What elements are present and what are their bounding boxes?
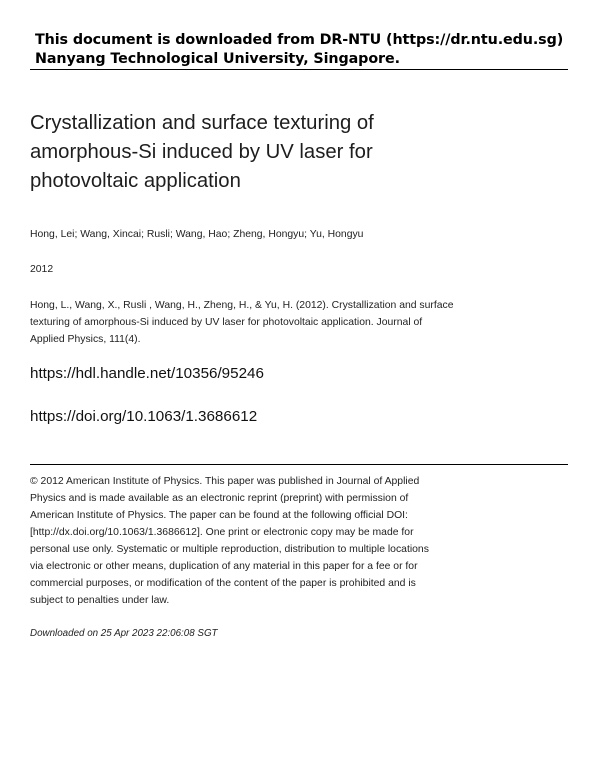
download-timestamp: Downloaded on 25 Apr 2023 22:06:08 SGT (30, 628, 218, 639)
rights-divider (30, 464, 568, 465)
banner-line-source: This document is downloaded from DR-NTU (https://dr.ntu.edu.sg) (35, 32, 564, 48)
title-line: Crystallization and surface texturing of (30, 112, 374, 134)
banner-divider (30, 69, 568, 70)
copyright-line: personal use only. Systematic or multiple reproduction, distribution to multiple locations (30, 544, 429, 555)
citation-line: texturing of amorphous-Si induced by UV laser for photovoltaic application. Journal of (30, 317, 423, 328)
publication-year: 2012 (30, 264, 54, 275)
author-list: Hong, Lei; Wang, Xincai; Rusli; Wang, Hao; Zheng, Hongyu; Yu, Hongyu (30, 229, 364, 240)
citation-line: Hong, L., Wang, X., Rusli , Wang, H., Zheng, H., & Yu, H. (2012). Crystallization and surface (30, 300, 454, 311)
copyright-line: American Institute of Physics. The paper can be found at the following official DOI: (30, 510, 408, 521)
copyright-line: via electronic or other means, duplication of any material in this paper for a fee or for (30, 561, 418, 572)
title-line: photovoltaic application (30, 170, 241, 192)
paper-title (30, 109, 450, 196)
handle-link[interactable]: https://hdl.handle.net/10356/95246 (30, 365, 264, 382)
copyright-notice (30, 473, 500, 609)
doi-link[interactable]: https://doi.org/10.1063/1.3686612 (30, 408, 258, 425)
repository-banner (35, 31, 575, 69)
copyright-line: commercial purposes, or modification of the content of the paper is prohibited and is (30, 578, 416, 589)
copyright-line: Physics and is made available as an electronic reprint (preprint) with permission of (30, 493, 409, 504)
citation-line: Applied Physics, 111(4). (30, 334, 141, 345)
title-line: amorphous-Si induced by UV laser for (30, 141, 373, 163)
copyright-line: [http://dx.doi.org/10.1063/1.3686612]. One print or electronic copy may be made for (30, 527, 414, 538)
copyright-line: © 2012 American Institute of Physics. This paper was published in Journal of Applied (30, 476, 420, 487)
copyright-line: subject to penalties under law. (30, 595, 170, 606)
banner-line-institution: Nanyang Technological University, Singapore. (35, 51, 400, 67)
citation (30, 297, 475, 348)
